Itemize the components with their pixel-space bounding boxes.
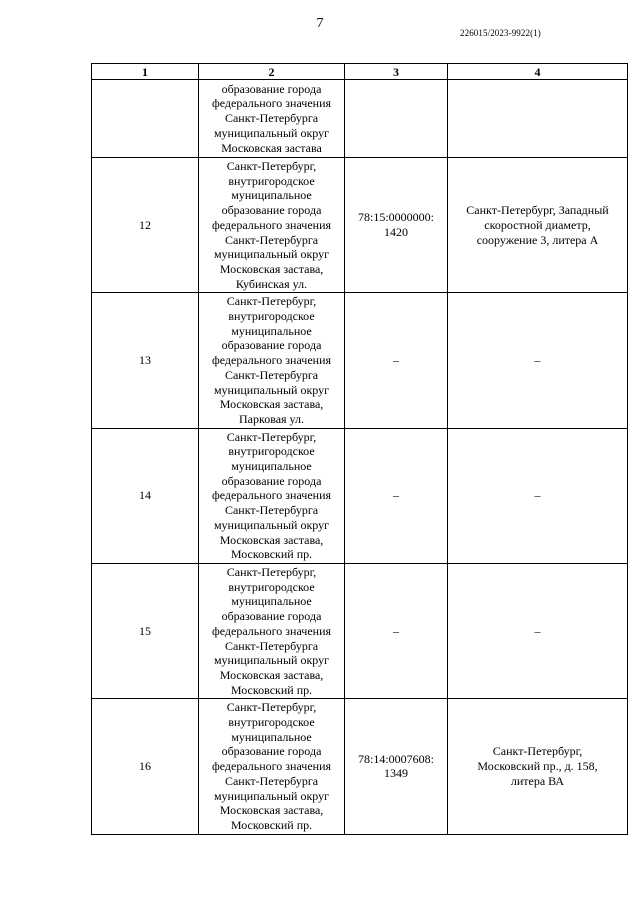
address-cell-line: образование города bbox=[221, 338, 322, 353]
cadastral-number-cell-line: – bbox=[393, 353, 399, 368]
address-cell-line: Санкт-Петербурга bbox=[224, 232, 319, 247]
address-cell-line: Санкт-Петербург, bbox=[226, 564, 317, 579]
location-cell bbox=[448, 699, 628, 834]
address-cell-line: Московская застава, bbox=[219, 667, 324, 682]
page-number: 7 bbox=[316, 16, 324, 31]
column-header-2: 2 bbox=[199, 64, 345, 80]
address-cell-line: Санкт-Петербурга bbox=[224, 773, 319, 788]
address-cell-line: Парковая ул. bbox=[238, 411, 305, 426]
location-cell bbox=[448, 80, 628, 158]
table-row bbox=[92, 80, 628, 158]
address-cell-line: внутригородское bbox=[228, 715, 315, 730]
address-cell-line: Санкт-Петербург, bbox=[226, 294, 317, 309]
address-cell-line: Московский пр. bbox=[230, 682, 313, 697]
address-cell-line: Санкт-Петербург, bbox=[226, 159, 317, 173]
address-cell-line: Московский пр. bbox=[230, 547, 313, 562]
location-cell-line: литера ВА bbox=[510, 773, 565, 788]
address-cell-line: Московская застава, bbox=[219, 803, 324, 818]
table-header-row bbox=[92, 64, 628, 80]
cadastral-number-cell-line: – bbox=[393, 488, 399, 503]
location-cell-line: – bbox=[534, 353, 541, 368]
address-cell-line: Санкт-Петербурга bbox=[224, 111, 319, 126]
address-cell bbox=[199, 428, 345, 563]
row-number-cell: 16 bbox=[92, 699, 199, 834]
address-cell-line: Санкт-Петербург, bbox=[226, 429, 317, 444]
address-cell-line: внутригородское bbox=[228, 173, 315, 188]
column-header-4: 4 bbox=[448, 64, 628, 80]
cadastral-number-cell-line: 1420 bbox=[384, 225, 408, 240]
column-header-1: 1 bbox=[92, 64, 199, 80]
address-cell-line: муниципальное bbox=[231, 729, 312, 744]
row-number-cell: 14 bbox=[92, 428, 199, 563]
address-cell-line: Московская застава bbox=[221, 140, 322, 155]
location-cell-line: скоростной диаметр, bbox=[484, 217, 591, 232]
address-cell-line: Московская застава, bbox=[219, 397, 324, 412]
address-cell-line: федерального значения bbox=[211, 623, 332, 638]
cadastral-number-cell-line: 78:14:0007608: bbox=[357, 751, 434, 766]
cadastral-number-cell-line: – bbox=[393, 623, 399, 638]
address-cell-line: муниципальный округ bbox=[213, 125, 330, 140]
address-cell-line: федерального значения bbox=[211, 759, 332, 774]
address-cell-line: муниципальное bbox=[231, 188, 312, 203]
address-cell-line: муниципальное bbox=[231, 323, 312, 338]
address-cell-line: Московская застава, bbox=[219, 532, 324, 547]
address-cell bbox=[199, 80, 345, 158]
address-cell-line: муниципальный округ bbox=[213, 247, 330, 262]
address-cell-line: муниципальный округ bbox=[213, 788, 330, 803]
address-cell-line: Санкт-Петербурга bbox=[224, 367, 319, 382]
location-cell bbox=[448, 428, 628, 563]
address-cell-line: муниципальное bbox=[231, 594, 312, 609]
column-header-3: 3 bbox=[345, 64, 448, 80]
cadastral-number-cell bbox=[345, 80, 448, 158]
table-body bbox=[92, 80, 628, 835]
cadastral-number-cell-line: 78:15:0000000: bbox=[357, 210, 434, 225]
row-number-cell: 15 bbox=[92, 563, 199, 698]
cadastral-number-cell bbox=[345, 563, 448, 698]
address-cell-line: образование города bbox=[221, 473, 322, 488]
address-cell-line: федерального значения bbox=[211, 96, 332, 111]
row-number-cell bbox=[92, 80, 199, 158]
address-cell-line: Санкт-Петербург, bbox=[226, 700, 317, 715]
address-cell bbox=[199, 699, 345, 834]
cadastral-number-cell-line: 1349 bbox=[384, 766, 408, 781]
address-cell-line: внутригородское bbox=[228, 309, 315, 324]
address-cell-line: Санкт-Петербурга bbox=[224, 503, 319, 518]
cadastral-number-cell bbox=[345, 428, 448, 563]
table-row bbox=[92, 428, 628, 563]
address-cell-line: образование города bbox=[221, 609, 322, 624]
address-cell bbox=[199, 563, 345, 698]
location-cell bbox=[448, 563, 628, 698]
location-cell-line: Санкт-Петербург, bbox=[492, 744, 583, 759]
address-cell-line: внутригородское bbox=[228, 579, 315, 594]
address-cell-line: муниципальный округ bbox=[213, 653, 330, 668]
address-cell-line: муниципальный округ bbox=[213, 382, 330, 397]
address-cell bbox=[199, 293, 345, 428]
address-cell-line: Московская застава, bbox=[219, 261, 324, 276]
address-cell-line: образование города bbox=[221, 744, 322, 759]
row-number-cell: 13 bbox=[92, 293, 199, 428]
location-cell-line: сооружение 3, литера А bbox=[476, 232, 599, 247]
address-cell-line: муниципальный округ bbox=[213, 517, 330, 532]
cadastral-number-cell bbox=[345, 699, 448, 834]
address-cell bbox=[199, 158, 345, 293]
location-cell bbox=[448, 293, 628, 428]
address-cell-line: федерального значения bbox=[211, 488, 332, 503]
address-cell-line: Московский пр. bbox=[230, 817, 313, 832]
address-cell-line: внутригородское bbox=[228, 444, 315, 459]
table-row bbox=[92, 699, 628, 834]
address-cell-line: Кубинская ул. bbox=[235, 276, 308, 291]
row-number-cell: 12 bbox=[92, 158, 199, 293]
data-table bbox=[91, 63, 628, 835]
address-cell-line: образование города bbox=[221, 203, 322, 218]
location-cell bbox=[448, 158, 628, 293]
table-row bbox=[92, 293, 628, 428]
location-cell-line: – bbox=[534, 623, 541, 638]
address-cell-line: Санкт-Петербурга bbox=[224, 638, 319, 653]
address-cell-line: федерального значения bbox=[211, 217, 332, 232]
table-row bbox=[92, 563, 628, 698]
location-cell-line: – bbox=[534, 488, 541, 503]
document-id: 226015/2023-9922(1) bbox=[460, 28, 541, 38]
location-cell-line: Московский пр., д. 158, bbox=[477, 759, 598, 774]
address-cell-line: муниципальное bbox=[231, 459, 312, 474]
address-cell-line: образование города bbox=[221, 81, 322, 96]
cadastral-number-cell bbox=[345, 293, 448, 428]
cadastral-number-cell bbox=[345, 158, 448, 293]
table-row bbox=[92, 158, 628, 293]
address-cell-line: федерального значения bbox=[211, 353, 332, 368]
location-cell-line: Санкт-Петербург, Западный bbox=[466, 203, 609, 218]
